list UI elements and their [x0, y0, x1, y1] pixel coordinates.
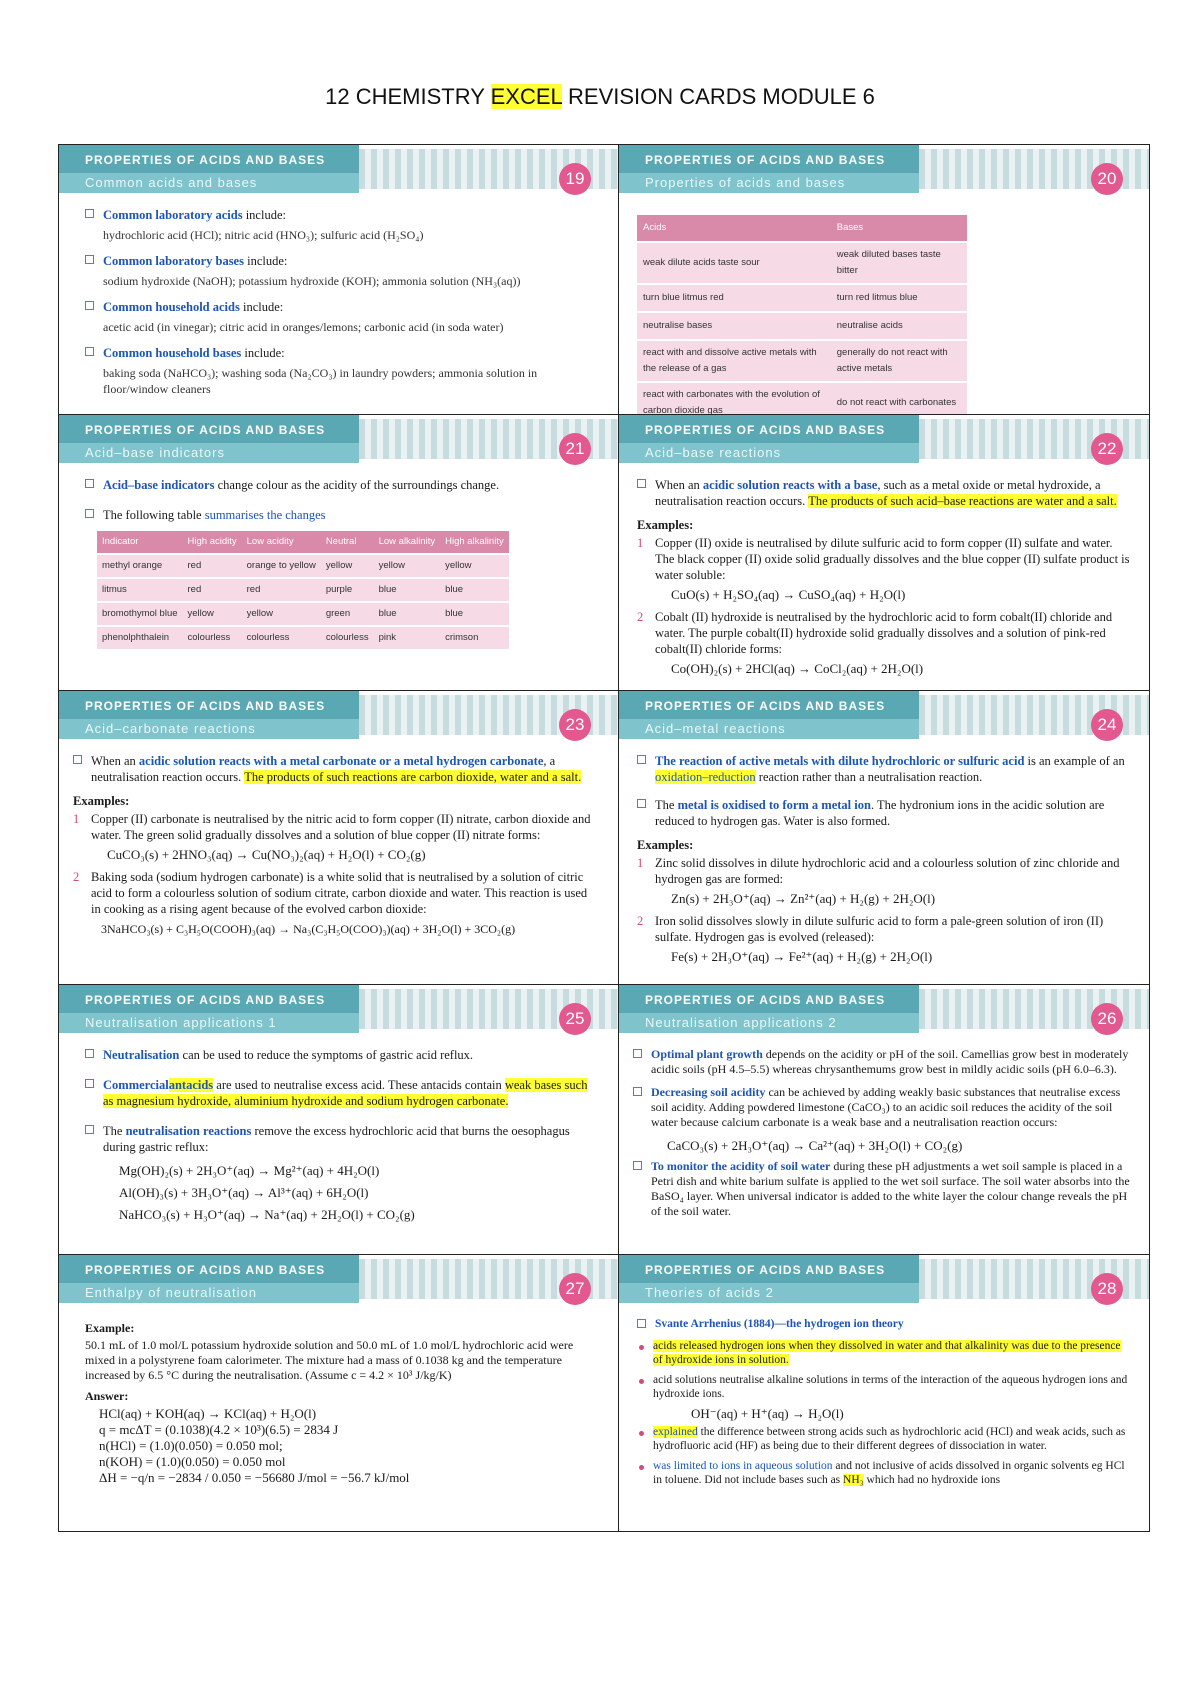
text: Baking soda (sodium hydrogen carbonate) is a white solid that is neutralised by a solution of citric acid to form a colourless solution of sodium citrate, carbon dioxide and water. This reaction is used in cooking as a rising agent because of the evolved carbon dioxide:: [91, 870, 588, 916]
example-item: [637, 913, 1131, 945]
highlight: oxidation–reduction: [655, 770, 756, 784]
text: When an: [655, 478, 703, 492]
table-cell: red: [242, 578, 321, 602]
table-cell: colourless: [242, 626, 321, 650]
example-item: [73, 869, 600, 917]
table-cell: colourless: [183, 626, 242, 650]
document-title: [0, 84, 1200, 110]
keyword: metal is oxidised to form a metal ion: [677, 798, 871, 812]
text: Iron solid dissolves slowly in dilute sulfuric acid to form a pale-green solution of iron (II) sulfate. Hydrogen gas is evolved (released):: [655, 914, 1104, 944]
item-number: 1: [637, 536, 644, 550]
text: include:: [241, 346, 285, 360]
table-header-row: [97, 531, 509, 554]
bullet: [85, 1077, 600, 1109]
title-text-end: REVISION CARDS MODULE 6: [561, 84, 875, 109]
example-item: [637, 609, 1131, 657]
text: Zinc solid dissolves in dilute hydrochloric acid and a colourless solution of zinc chloride and hydrogen gas are formed:: [655, 856, 1120, 886]
card-topic: PROPERTIES OF ACIDS AND BASES: [619, 415, 919, 443]
table-cell: yellow: [374, 554, 441, 578]
table-cell: red: [183, 554, 242, 578]
bullet: [637, 477, 1131, 509]
table-cell: litmus: [97, 578, 183, 602]
card-number-badge: 22: [1091, 433, 1123, 465]
card-banner: [619, 145, 1149, 201]
item-number: 2: [637, 914, 644, 928]
bullet-box-icon: [85, 479, 94, 488]
card-27: [59, 1255, 619, 1531]
text: Cobalt (II) hydroxide is neutralised by the hydrochloric acid to form cobalt(II) chloride and water. The purple cobalt(II) hydroxide solid gradually dissolves and a solution of pink-red cobalt(II) chloride forms:: [655, 610, 1113, 656]
text: remove the excess hydrochloric acid that burns the oesophagus during gastric reflux:: [103, 1124, 570, 1154]
card-body: [73, 753, 600, 943]
equation: CuO(s) + H₂SO₄(aq) → CuSO₄(aq) + H₂O(l): [671, 587, 906, 602]
card-topic: PROPERTIES OF ACIDS AND BASES: [619, 1255, 919, 1283]
item-number: 2: [73, 870, 80, 884]
title-highlight: EXCEL: [490, 84, 562, 109]
card-body: [637, 753, 1131, 971]
card-topic: PROPERTIES OF ACIDS AND BASES: [619, 691, 919, 719]
card-banner: [619, 1255, 1149, 1311]
keyword: Acid–base indicators: [103, 478, 215, 492]
examples-heading: Examples:: [637, 518, 694, 532]
indicator-table: [97, 531, 509, 651]
table-cell: yellow: [321, 554, 374, 578]
table-row: [637, 284, 967, 312]
bullet-box-icon: [637, 1319, 646, 1328]
table-cell: yellow: [183, 602, 242, 626]
bullet: [73, 753, 600, 785]
text: acid solutions neutralise alkaline solutions in terms of the interaction of the aqueous hydrogen ions and hydroxide ions.: [653, 1374, 1128, 1400]
card-topic: PROPERTIES OF ACIDS AND BASES: [619, 145, 919, 173]
highlight: The products of such acid–base reactions are water and a salt.: [808, 494, 1117, 508]
text: , a neutralisation reaction occurs.: [91, 754, 556, 784]
table-header-cell: High alkalinity: [440, 531, 509, 554]
text: reaction rather than a neutralisation reaction.: [755, 770, 983, 784]
text: which had no hydroxide ions: [863, 1474, 1001, 1486]
card-subtitle: Theories of acids 2: [619, 1283, 919, 1303]
keyword: acidic solution reacts with a metal carbonate or a metal hydrogen carbonate: [138, 754, 544, 768]
keyword: summarises the changes: [204, 508, 326, 522]
card-24: [619, 691, 1149, 985]
table-row: [637, 340, 967, 382]
bullet: [85, 507, 600, 523]
text: Copper (II) oxide is neutralised by dilute sulfuric acid to form copper (II) sulfate and water. The black copper (II) oxide solid gradually dissolves and the blue copper (II) sulfate product is water soluble:: [655, 536, 1130, 582]
equation: Mg(OH)₂(s) + 2H₃O⁺(aq) → Mg²⁺(aq) + 4H₂O(l): [119, 1163, 380, 1178]
table-row: [637, 312, 967, 340]
card-20: [619, 145, 1149, 415]
dot-item: [637, 1425, 1131, 1453]
table-cell: do not react with carbonates: [831, 382, 967, 415]
table-cell: purple: [321, 578, 374, 602]
bullet-dot-icon: [639, 1345, 644, 1350]
table-header-cell: Indicator: [97, 531, 183, 554]
keyword: was limited to ions in aqueous solution: [653, 1460, 833, 1472]
item-number: 1: [73, 812, 80, 826]
card-banner: [619, 415, 1149, 471]
card-number-badge: 23: [559, 709, 591, 741]
card-subtitle: Neutralisation applications 1: [59, 1013, 359, 1033]
example-item: [73, 811, 600, 843]
table-cell: neutralise acids: [831, 312, 967, 340]
examples-heading: Examples:: [73, 794, 130, 808]
equation: CaCO₃(s) + 2H₃O⁺(aq) → Ca²⁺(aq) + 3H₂O(l) + CO₂(g): [667, 1138, 963, 1153]
highlight: The products of such reactions are carbon dioxide, water and a salt.: [244, 770, 582, 784]
bullet: [85, 299, 600, 315]
text: are used to neutralise excess acid. These antacids contain: [213, 1078, 505, 1092]
bullet-box-icon: [637, 755, 646, 764]
equation: Zn(s) + 2H₃O⁺(aq) → Zn²⁺(aq) + H₂(g) + 2H₂O(l): [671, 891, 936, 906]
bullet: [85, 477, 600, 493]
card-number-badge: 26: [1091, 1003, 1123, 1035]
title-text: 12 CHEMISTRY: [325, 84, 491, 109]
table-cell: yellow: [242, 602, 321, 626]
text: include:: [242, 208, 286, 222]
highlight: antacids: [168, 1078, 214, 1092]
bullet-dot-icon: [639, 1431, 644, 1436]
table-cell: pink: [374, 626, 441, 650]
card-25: [59, 985, 619, 1255]
example-item: [637, 535, 1131, 583]
example-text: 50.1 mL of 1.0 mol/L potassium hydroxide solution and 50.0 mL of 1.0 mol/L hydrochloric acid were mixed in a polystyrene foam calorimeter. The mixture had a mass of 0.1038 kg and the temperature increased by 6.5 °C during the neutralisation. (Assume c = 4.2 × 10³ J/kg/K): [85, 1338, 574, 1382]
card-28: [619, 1255, 1149, 1531]
card-banner: [619, 985, 1149, 1041]
answer-heading: Answer:: [85, 1389, 129, 1403]
text: the difference between strong acids such as hydrochloric acid (HCl) and weak acids, such as hydrofluoric acid (HF) as being due to their different degrees of dissociation in water.: [653, 1426, 1126, 1452]
equation: NaHCO₃(s) + H₃O⁺(aq) → Na⁺(aq) + 2H₂O(l) + CO₂(g): [119, 1207, 415, 1222]
bullet-box-icon: [85, 1125, 94, 1134]
card-topic: PROPERTIES OF ACIDS AND BASES: [619, 985, 919, 1013]
card-21: [59, 415, 619, 691]
calculation: n(KOH) = (1.0)(0.050) = 0.050 mol: [99, 1454, 286, 1469]
table-cell: phenolphthalein: [97, 626, 183, 650]
text: change colour as the acidity of the surroundings change.: [214, 478, 500, 492]
table-cell: red: [183, 578, 242, 602]
card-number-badge: 27: [559, 1273, 591, 1305]
card-banner: [59, 691, 618, 747]
table-header-cell: High acidity: [183, 531, 242, 554]
bullet: [85, 207, 600, 223]
revision-card-grid: [58, 144, 1150, 1532]
keyword: Common household bases: [103, 346, 242, 360]
card-subtitle: Properties of acids and bases: [619, 173, 919, 193]
bullet-box-icon: [85, 1049, 94, 1058]
card-26: [619, 985, 1149, 1255]
card-topic: PROPERTIES OF ACIDS AND BASES: [59, 1255, 359, 1283]
table-cell: green: [321, 602, 374, 626]
table-header-row: [637, 215, 967, 242]
bullet-box-icon: [85, 301, 94, 310]
keyword: Neutralisation: [103, 1048, 180, 1062]
equation: 3NaHCO₃(s) + C₃H₅O(COOH)₃(aq) → Na₃(C₃H₅O(COO)₃)(aq) + 3H₂O(l) + 3CO₂(g): [101, 922, 516, 936]
text: and not inclusive of acids dissolved in organic solvents eg HCl in toluene. Did not include bases such as: [653, 1460, 1125, 1486]
equation: HCl(aq) + KOH(aq) → KCl(aq) + H₂O(l): [99, 1406, 317, 1421]
table-header-cell: Neutral: [321, 531, 374, 554]
text: can be used to reduce the symptoms of gastric acid reflux.: [179, 1048, 474, 1062]
highlight: acids released hydrogen ions when they dissolved in water and that alkalinity was due to the presence of hydroxide ions in solution.: [653, 1340, 1121, 1366]
table-cell: blue: [440, 578, 509, 602]
bullet: [85, 1047, 600, 1063]
table-cell: blue: [374, 578, 441, 602]
card-body: [85, 207, 600, 407]
table-row: [637, 242, 967, 284]
bullet-detail: sodium hydroxide (NaOH); potassium hydroxide (KOH); ammonia solution (NH₃(aq)): [103, 274, 521, 288]
bullet: [637, 797, 1131, 829]
table-cell: turn blue litmus red: [637, 284, 831, 312]
card-number-badge: 24: [1091, 709, 1123, 741]
calculation: n(HCl) = (1.0)(0.050) = 0.050 mol;: [99, 1438, 283, 1453]
examples-heading: Examples:: [637, 838, 694, 852]
bullet-box-icon: [637, 799, 646, 808]
bullet-box-icon: [85, 209, 94, 218]
card-subtitle: Enthalpy of neutralisation: [59, 1283, 359, 1303]
card-banner: [59, 415, 618, 471]
bullet: [633, 1159, 1131, 1219]
card-banner: [59, 145, 618, 201]
bullet-detail: acetic acid (in vinegar); citric acid in oranges/lemons; carbonic acid (in soda water): [103, 320, 504, 334]
bullet-box-icon: [85, 509, 94, 518]
bullet: [85, 253, 600, 269]
card-banner: [619, 691, 1149, 747]
table-cell: blue: [374, 602, 441, 626]
card-body: [85, 1317, 600, 1486]
text: include:: [243, 254, 288, 268]
table-cell: turn red litmus blue: [831, 284, 967, 312]
text: during these pH adjustments a wet soil sample is placed in a Petri dish and white barium sulfate is applied to the wet soil surface. The soil water absorbs into the BaSO₄ layer. When universal indicator is added to the white layer the colour change reveals the pH of the soil water.: [651, 1159, 1130, 1218]
card-subtitle: Neutralisation applications 2: [619, 1013, 919, 1033]
card-banner: [59, 1255, 618, 1311]
text: can be achieved by adding weakly basic substances that neutralise excess soil acidity. Adding powdered limestone (CaCO₃) to an acidic soil reduces the acidity of the soil water because calcium carbonate is a weak base and a neutralisation reaction occurs:: [651, 1085, 1121, 1129]
bullet: [637, 1317, 1131, 1331]
equation: OH⁻(aq) + H⁺(aq) → H₂O(l): [691, 1406, 844, 1421]
text: depends on the acidity or pH of the soil. Camellias grow best in moderately acidic soils (pH 4.5–5.5) whereas chrysanthemums grow best in mildly acidic soils (pH 6.0–6.3).: [651, 1047, 1129, 1076]
table-cell: methyl orange: [97, 554, 183, 578]
text: When an: [91, 754, 139, 768]
text: The: [655, 798, 678, 812]
table-cell: weak diluted bases taste bitter: [831, 242, 967, 284]
bullet: [85, 345, 600, 361]
equation: CuCO₃(s) + 2HNO₃(aq) → Cu(NO₃)₂(aq) + H₂O(l) + CO₂(g): [107, 847, 426, 862]
card-body: [637, 1317, 1131, 1493]
acids-bases-table: [637, 215, 967, 415]
table-row: [97, 554, 509, 578]
card-body: [637, 215, 1131, 415]
highlight: weak bases such as magnesium hydroxide, aluminium hydroxide and sodium hydrogen carbonate.: [103, 1078, 588, 1108]
table-header-cell: Bases: [831, 215, 967, 242]
keyword: Commercial: [103, 1078, 169, 1092]
card-number-badge: 21: [559, 433, 591, 465]
table-cell: generally do not react with active metals: [831, 340, 967, 382]
keyword: Svante Arrhenius (1884)—the hydrogen ion theory: [655, 1318, 904, 1330]
card-topic: PROPERTIES OF ACIDS AND BASES: [59, 985, 359, 1013]
dot-item: [637, 1339, 1131, 1367]
table-row: [97, 602, 509, 626]
card-subtitle: Acid–carbonate reactions: [59, 719, 359, 739]
card-topic: PROPERTIES OF ACIDS AND BASES: [59, 691, 359, 719]
keyword: Optimal plant growth: [651, 1047, 763, 1061]
table-cell: react with carbonates with the evolution of carbon dioxide gas: [637, 382, 831, 415]
text: include:: [239, 300, 284, 314]
card-body: [85, 1047, 600, 1229]
table-cell: weak dilute acids taste sour: [637, 242, 831, 284]
bullet-box-icon: [633, 1161, 642, 1170]
bullet-box-icon: [85, 347, 94, 356]
card-number-badge: 25: [559, 1003, 591, 1035]
card-number-badge: 19: [559, 163, 591, 195]
calculation: ΔH = −q/n = −2834 / 0.050 = −56680 J/mol = −56.7 kJ/mol: [99, 1470, 410, 1485]
calculation: q = mcΔT = (0.1038)(4.2 × 10³)(6.5) = 2834 J: [99, 1422, 339, 1437]
keyword: Decreasing soil acidity: [651, 1085, 766, 1099]
card-body: [85, 477, 600, 651]
card-topic: PROPERTIES OF ACIDS AND BASES: [59, 415, 359, 443]
keyword: neutralisation reactions: [125, 1124, 252, 1138]
card-19: [59, 145, 619, 415]
table-header-cell: Low alkalinity: [374, 531, 441, 554]
table-cell: crimson: [440, 626, 509, 650]
bullet: [633, 1085, 1131, 1130]
table-cell: bromothymol blue: [97, 602, 183, 626]
keyword: Common laboratory acids: [103, 208, 243, 222]
dot-item: [637, 1373, 1131, 1401]
bullet-box-icon: [637, 479, 646, 488]
keyword: Common household acids: [103, 300, 240, 314]
bullet-detail: hydrochloric acid (HCl); nitric acid (HNO₃); sulfuric acid (H₂SO₄): [103, 228, 424, 242]
equation: Fe(s) + 2H₃O⁺(aq) → Fe²⁺(aq) + H₂(g) + 2H₂O(l): [671, 949, 933, 964]
card-body: [637, 477, 1131, 683]
text: . The hydronium ions in the acidic solution are reduced to hydrogen gas. Water is also formed.: [655, 798, 1105, 828]
table-row: [97, 626, 509, 650]
card-subtitle: Acid–metal reactions: [619, 719, 919, 739]
card-banner: [59, 985, 618, 1041]
keyword: To monitor the acidity of soil water: [651, 1159, 831, 1173]
bullet-box-icon: [85, 255, 94, 264]
equation: Al(OH)₃(s) + 3H₃O⁺(aq) → Al³⁺(aq) + 6H₂O(l): [119, 1185, 369, 1200]
card-number-badge: 20: [1091, 163, 1123, 195]
bullet-detail: baking soda (NaHCO₃); washing soda (Na₂CO₃) in laundry powders; ammonia solution in floor/window cleaners: [103, 366, 538, 396]
text: Copper (II) carbonate is neutralised by the nitric acid to form copper (II) nitrate, carbon dioxide and water. The green solid gradually dissolves and a solution of blue copper (II) nitrate forms:: [91, 812, 591, 842]
card-subtitle: Acid–base indicators: [59, 443, 359, 463]
example-heading: Example:: [85, 1321, 135, 1335]
table-cell: colourless: [321, 626, 374, 650]
text: is an example of an: [1024, 754, 1125, 768]
table-header-cell: Acids: [637, 215, 831, 242]
highlight: explained: [653, 1426, 698, 1438]
example-item: [637, 855, 1131, 887]
table-row: [637, 382, 967, 415]
card-body: [633, 1047, 1131, 1227]
text: The following table: [103, 508, 205, 522]
equation: Co(OH)₂(s) + 2HCl(aq) → CoCl₂(aq) + 2H₂O(l): [671, 661, 924, 676]
card-22: [619, 415, 1149, 691]
card-topic: PROPERTIES OF ACIDS AND BASES: [59, 145, 359, 173]
text: , such as a metal oxide or metal hydroxide, a neutralisation reaction occurs.: [655, 478, 1101, 508]
bullet-box-icon: [633, 1049, 642, 1058]
keyword: The reaction of active metals with dilute hydrochloric or sulfuric acid: [655, 754, 1025, 768]
table-cell: neutralise bases: [637, 312, 831, 340]
table-cell: yellow: [440, 554, 509, 578]
bullet-box-icon: [85, 1079, 94, 1088]
table-row: [97, 578, 509, 602]
keyword: Common laboratory bases: [103, 254, 244, 268]
card-number-badge: 28: [1091, 1273, 1123, 1305]
bullet: [633, 1047, 1131, 1077]
dot-item: [637, 1459, 1131, 1487]
text: The: [103, 1124, 126, 1138]
bullet-box-icon: [633, 1087, 642, 1096]
bullet: [637, 753, 1131, 785]
table-header-cell: Low acidity: [242, 531, 321, 554]
table-cell: react with and dissolve active metals with the release of a gas: [637, 340, 831, 382]
item-number: 2: [637, 610, 644, 624]
highlight: NH₃: [843, 1474, 864, 1486]
table-cell: orange to yellow: [242, 554, 321, 578]
card-subtitle: Acid–base reactions: [619, 443, 919, 463]
item-number: 1: [637, 856, 644, 870]
card-23: [59, 691, 619, 985]
bullet-box-icon: [73, 755, 82, 764]
bullet-dot-icon: [639, 1465, 644, 1470]
table-cell: blue: [440, 602, 509, 626]
card-subtitle: Common acids and bases: [59, 173, 359, 193]
keyword: acidic solution reacts with a base: [702, 478, 878, 492]
bullet-dot-icon: [639, 1379, 644, 1384]
bullet: [85, 1123, 600, 1155]
